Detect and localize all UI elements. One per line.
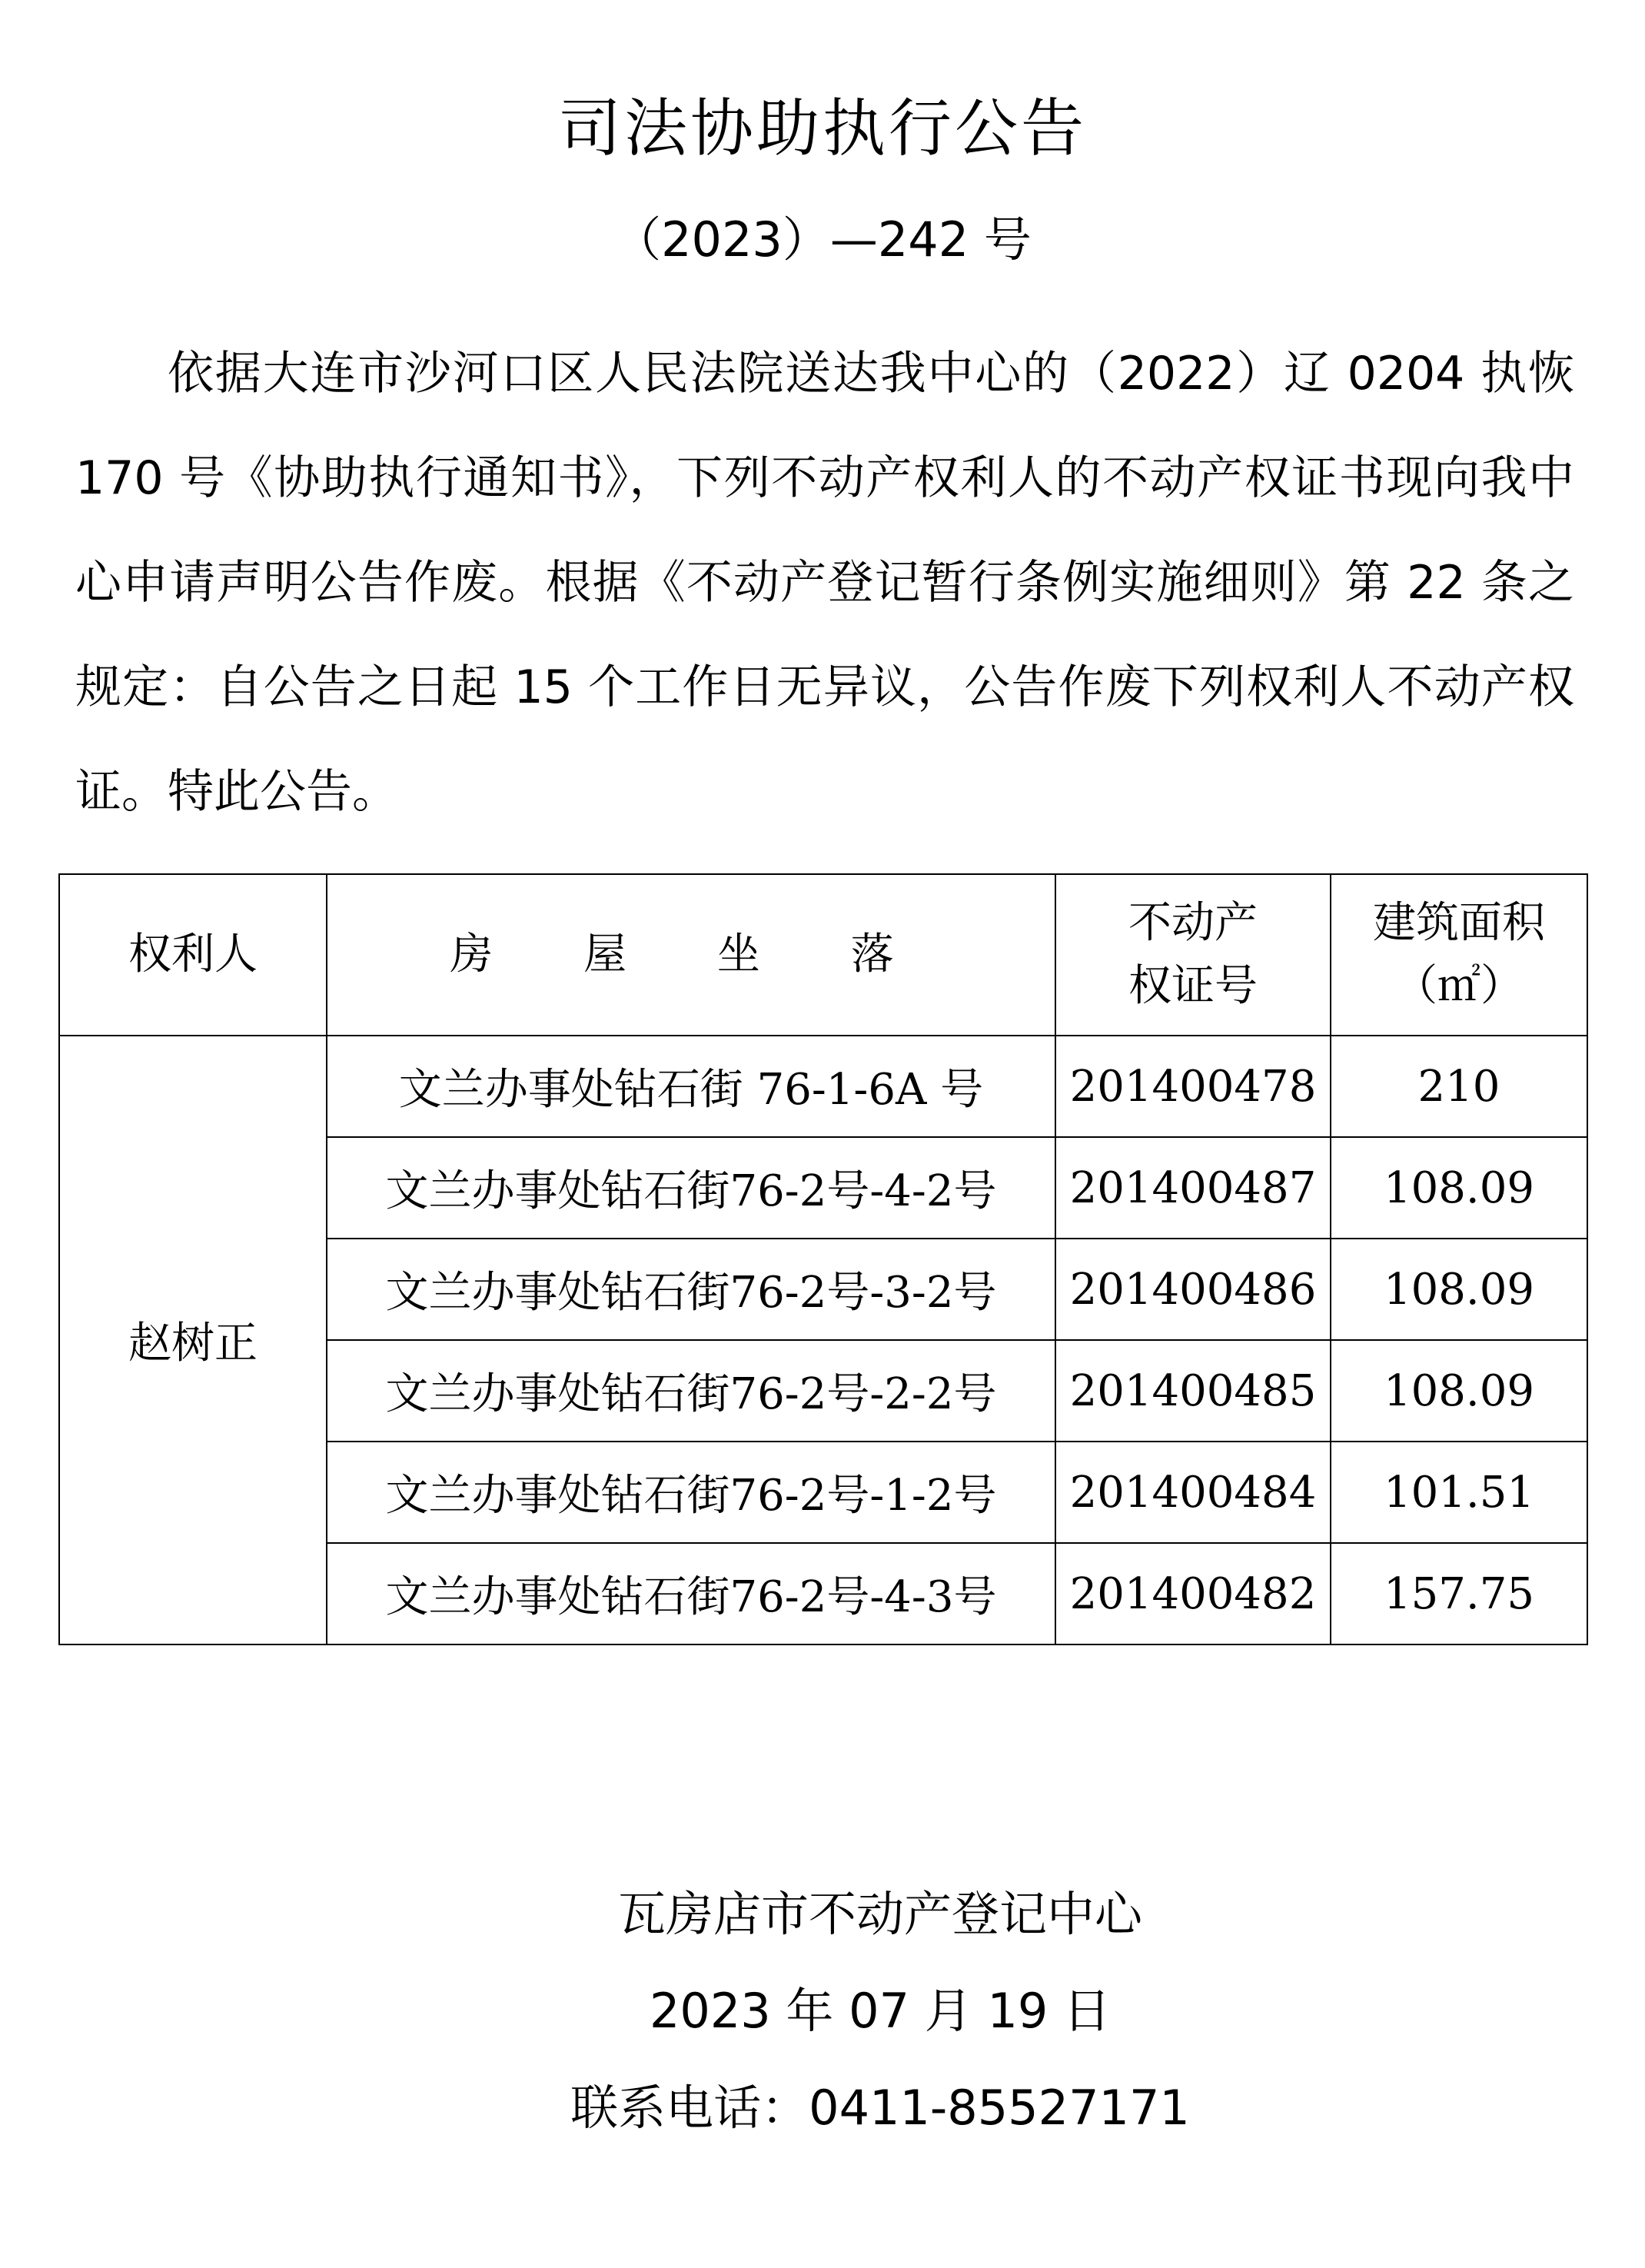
- cert-cell: 201400478: [1055, 1036, 1331, 1137]
- header-area-line1: 建筑面积: [1373, 898, 1545, 948]
- contact-phone: 联系电话：0411-85527171: [570, 2080, 1190, 2136]
- notice-body: 依据大连市沙河口区人民法院送达我中心的（2022）辽 0204 执恢 170 号《协助执行通知书》，下列不动产权利人的不动产权证书现向我中心申请声明公告作废。根据《不动产登记暂行条例实施细则》第 22 条之规定：自公告之日起 15 个工作日无异议，公告作废下列权利人不动产权证。特此公告。: [75, 347, 1574, 819]
- owner-cell: 赵树正: [59, 1036, 327, 1644]
- area-cell: 157.75: [1331, 1543, 1587, 1644]
- issue-date: 2023 年 07 月 19 日: [649, 1983, 1112, 2039]
- address-cell: 文兰办事处钻石街76-2号-4-2号: [327, 1137, 1055, 1239]
- cert-cell: 201400485: [1055, 1340, 1331, 1442]
- address-cell: 文兰办事处钻石街76-2号-2-2号: [327, 1340, 1055, 1442]
- issuer-name: 瓦房店市不动产登记中心: [617, 1886, 1142, 1942]
- cert-cell: 201400482: [1055, 1543, 1331, 1644]
- address-cell: 文兰办事处钻石街76-2号-4-3号: [327, 1543, 1055, 1644]
- table-header-row: [59, 874, 1587, 1036]
- header-cert-line2: 权证号: [1128, 961, 1258, 1011]
- cert-cell: 201400484: [1055, 1442, 1331, 1543]
- address-cell: 文兰办事处钻石街 76-1-6A 号: [327, 1036, 1055, 1137]
- cert-cell: 201400487: [1055, 1137, 1331, 1239]
- area-cell: 108.09: [1331, 1239, 1587, 1340]
- header-address: [327, 874, 1055, 1036]
- area-cell: 108.09: [1331, 1340, 1587, 1442]
- header-area: [1331, 874, 1587, 1036]
- area-cell: 210: [1331, 1036, 1587, 1137]
- area-cell: 101.51: [1331, 1442, 1587, 1543]
- address-cell: 文兰办事处钻石街76-2号-3-2号: [327, 1239, 1055, 1340]
- header-cert-number: [1055, 874, 1331, 1036]
- header-address-label: 房 屋 坐 落: [450, 929, 932, 979]
- document-number: （2023）—242 号: [613, 211, 1032, 268]
- address-cell: 文兰办事处钻石街76-2号-1-2号: [327, 1442, 1055, 1543]
- cert-cell: 201400486: [1055, 1239, 1331, 1340]
- area-cell: 108.09: [1331, 1137, 1587, 1239]
- header-area-line2: （㎡）: [1394, 961, 1524, 1011]
- notice-title: 司法协助执行公告: [557, 92, 1087, 165]
- table-row: [59, 1036, 1587, 1137]
- header-cert-line1: 不动产: [1128, 898, 1258, 948]
- header-owner: 权利人: [59, 874, 327, 1036]
- property-table: [58, 873, 1588, 1645]
